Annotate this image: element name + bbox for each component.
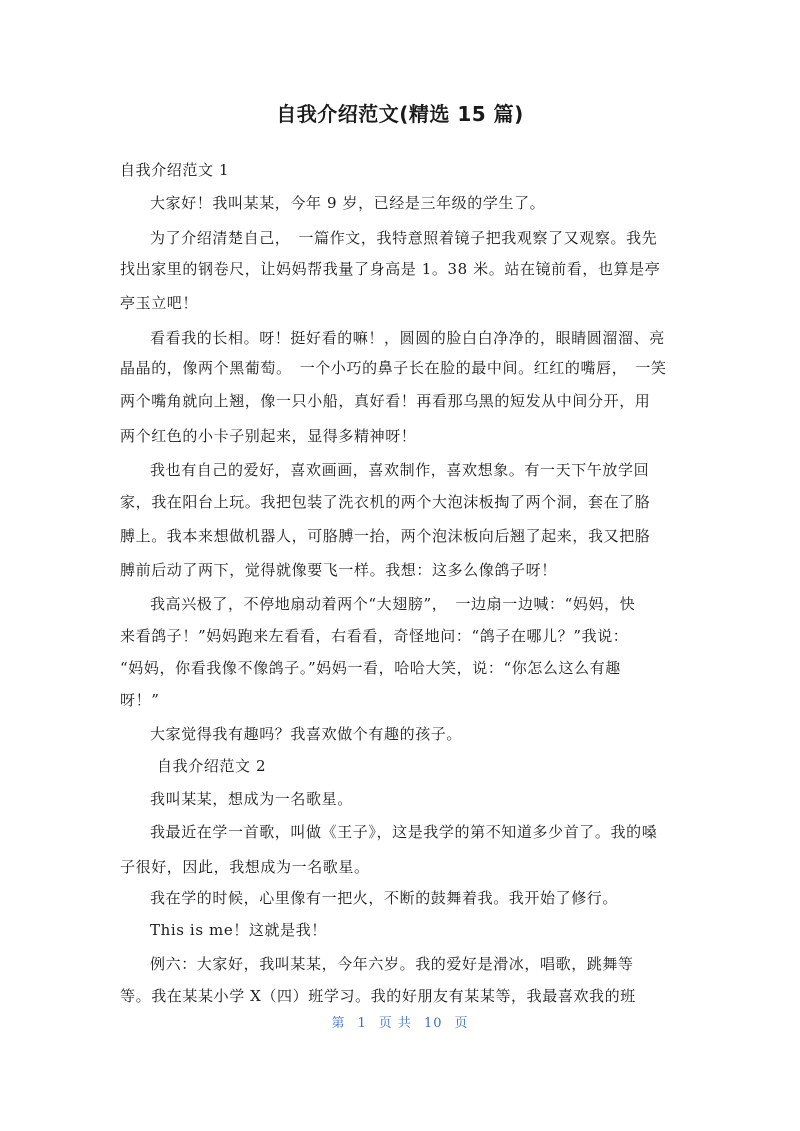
paragraph-line: 膊上。我本来想做机器人，可胳膊一抬，两个泡沫板向后翘了起来，我又把胳 (120, 527, 651, 545)
paragraph-line: 膊前后动了两下，觉得就像要飞一样。我想：这多么像鸽子呀！ (120, 561, 557, 579)
paragraph-line: 看看我的长相。呀！挺好看的嘛！，圆圆的脸白白净净的，眼睛圆溜溜、亮 (150, 329, 665, 347)
paragraph-line: 两个嘴角就向上翘，像一只小船，真好看！再看那乌黑的短发从中间分开，用 (120, 392, 651, 410)
paragraph-line: 大家觉得我有趣吗？我喜欢做个有趣的孩子。 (150, 725, 463, 743)
paragraph-line: 呀！” (120, 691, 160, 709)
paragraph-line: 两个红色的小卡子别起来，显得多精神呀！ (120, 427, 417, 445)
paragraph-line: 我在学的时候，心里像有一把火，不断的鼓舞着我。我开始了修行。 (150, 889, 619, 907)
paragraph-line: 为了介绍清楚自己， 一篇作文，我特意照着镜子把我观察了又观察。我先 (150, 229, 658, 247)
footer-page-number: 1 (357, 1016, 367, 1031)
footer-page-label: 第 (331, 1016, 346, 1031)
page-footer (0, 1012, 800, 1031)
footer-mid-label: 页 共 (378, 1016, 412, 1031)
footer-end-label: 页 (454, 1016, 469, 1031)
paragraph-line: 亭玉立吧！ (120, 294, 199, 312)
paragraph-line: 子很好，因此，我想成为一名歌星。 (120, 858, 370, 876)
paragraph-line: 我也有自己的爱好，喜欢画画，喜欢制作，喜欢想象。有一天下午放学回 (150, 461, 650, 479)
paragraph-line: 找出家里的钢卷尺，让妈妈帮我量了身高是 1。38 米。站在镜前看，也算是亭 (120, 260, 661, 278)
paragraph-line: “妈妈，你看我像不像鸽子。”妈妈一看，哈哈大笑，说：“你怎么这么有趣 (120, 659, 621, 677)
paragraph-line: 大家好！我叫某某，今年 9 岁，已经是三年级的学生了。 (150, 194, 546, 212)
paragraph-line: 来看鸽子！”妈妈跑来左看看，右看看，奇怪地问：“鸽子在哪儿？”我说： (120, 627, 629, 645)
paragraph-line: This is me！这就是我！ (150, 921, 327, 939)
paragraph-line: 晶晶的，像两个黑葡萄。 一个小巧的鼻子长在脸的最中间。红红的嘴唇， 一笑 (120, 359, 667, 377)
section-heading: 自我介绍范文 1 (120, 161, 230, 179)
document-title: 自我介绍范文(精选 15 篇) (276, 102, 524, 126)
paragraph-line: 家，我在阳台上玩。我把包装了洗衣机的两个大泡沫板掏了两个洞，套在了胳 (120, 493, 651, 511)
paragraph-line: 我高兴极了，不停地扇动着两个“大翅膀”， 一边扇一边喊：“妈妈，快 (150, 595, 636, 613)
paragraph-line: 等。我在某某小学 X（四）班学习。我的好朋友有某某等，我最喜欢我的班 (120, 987, 636, 1005)
paragraph-line: 我叫某某，想成为一名歌星。 (150, 790, 353, 808)
section-heading: 自我介绍范文 2 (157, 757, 267, 775)
paragraph-line: 例六：大家好，我叫某某，今年六岁。我的爱好是滑冰，唱歌，跳舞等 (150, 955, 634, 973)
paragraph-line: 我最近在学一首歌，叫做《王子》，这是我学的第不知道多少首了。我的嗓 (150, 823, 658, 841)
footer-total-pages: 10 (423, 1016, 443, 1031)
